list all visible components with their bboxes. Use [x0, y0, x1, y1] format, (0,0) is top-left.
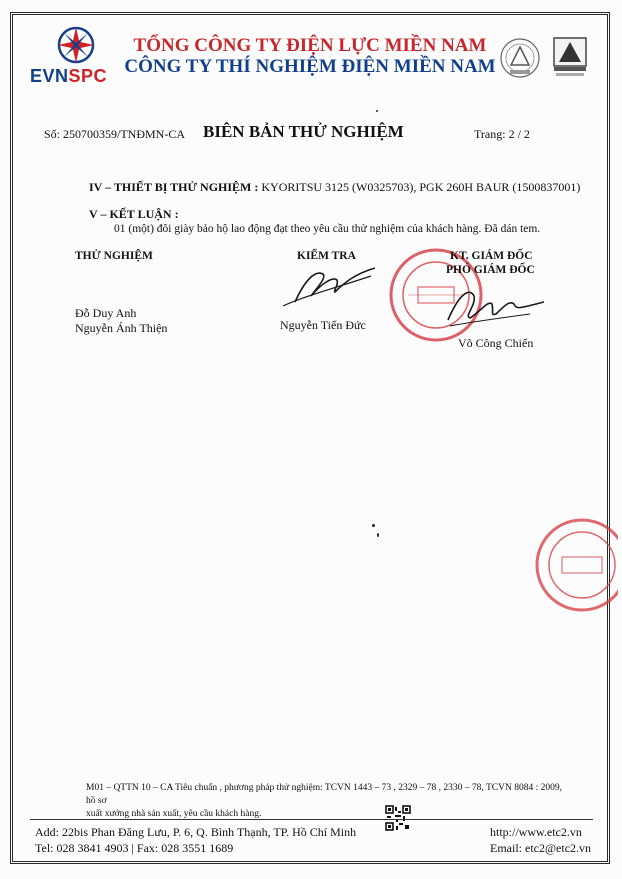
footer-website: http://www.etc2.vn [490, 825, 582, 839]
tester-name-2: Nguyễn Ánh Thiện [75, 321, 168, 335]
checked-heading: KIỂM TRA [297, 250, 356, 262]
logo-wordmark [30, 66, 107, 87]
tested-heading: THỬ NGHIỆM [75, 250, 153, 262]
footnote-line-2: xuất xưởng nhà sản xuất, yêu cầu khách hàng. [86, 809, 262, 819]
standards-footnote [86, 782, 566, 821]
speck-mark [376, 110, 378, 112]
section-conclusion-label: V – KẾT LUẬN : [89, 207, 179, 221]
speck-mark [377, 533, 379, 537]
document-number: Số: 250700359/TNĐMN-CA [44, 127, 186, 141]
section-conclusion-text: 01 (một) đôi giày bảo hộ lao động đạt theo yêu cầu thử nghiệm của khách hàng. Đã dán tem. [114, 223, 541, 235]
footnote-line-1: M01 – QTTN 10 – CA Tiêu chuẩn , phương pháp thử nghiệm: TCVN 1443 – 73 , 2329 – 78 , 2330 – 78, TCVN 8084 : 2009, hồ sơ [86, 783, 562, 806]
section-equipment-value: KYORITSU 3125 (W0325703), PGK 260H BAUR (1500837001) [261, 180, 581, 194]
director-heading-1: KT. GIÁM ĐỐC [450, 250, 533, 262]
page-number: Trang: 2 / 2 [474, 127, 530, 141]
tester-name-1: Đỗ Duy Anh [75, 306, 137, 320]
checker-signature [275, 260, 385, 310]
tuv-cert-icon [548, 36, 592, 80]
section-equipment [89, 180, 580, 195]
footer-phone: Tel: 028 3841 4903 | Fax: 028 3551 1689 [35, 841, 234, 855]
qr-code-icon [385, 805, 411, 831]
footer-divider [30, 819, 593, 820]
director-heading-2: PHÓ GIÁM ĐỐC [446, 264, 535, 276]
section-equipment-label: IV – THIẾT BỊ THỬ NGHIỆM : [89, 180, 259, 194]
speck-mark [372, 524, 375, 527]
footer-email: Email: etc2@etc2.vn [490, 841, 592, 855]
company-name: CÔNG TY THÍ NGHIỆM ĐIỆN MIỀN NAM [124, 56, 496, 77]
logo-spc: SPC [68, 66, 108, 86]
vilas-cert-icon [498, 36, 542, 80]
director-signature [440, 282, 550, 332]
branch-seal-icon [532, 515, 618, 615]
footer-address: Add: 22bis Phan Đăng Lưu, P. 6, Q. Bình Thạnh, TP. Hồ Chí Minh [35, 825, 357, 839]
checker-name: Nguyễn Tiến Đức [280, 318, 366, 332]
logo-evn: EVN [30, 66, 69, 86]
director-name: Võ Công Chiến [458, 336, 534, 350]
parent-org-name: TỔNG CÔNG TY ĐIỆN LỰC MIỀN NAM [133, 35, 487, 56]
document-title: BIÊN BẢN THỬ NGHIỆM [203, 122, 404, 141]
